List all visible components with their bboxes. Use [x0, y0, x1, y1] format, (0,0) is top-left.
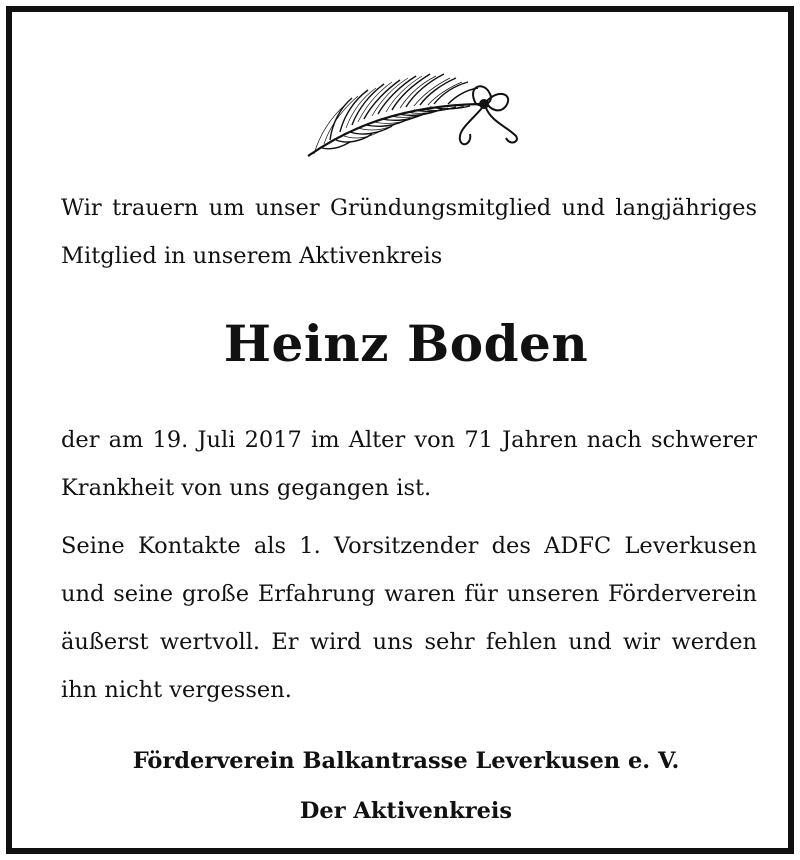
signature-group: Der Aktivenkreis [299, 798, 513, 824]
intro-text: Wir trauern um unser Gründungsmitglied und langjähriges Mitglied in unserem Aktivenkreis [61, 195, 757, 269]
death-notice-text: der am 19. Juli 2017 im Alter von 71 Jahren nach schwerer Krankheit von uns gegangen ist. [61, 427, 757, 501]
deceased-name: Heinz Boden [223, 314, 589, 373]
signature-organization: Förderverein Balkantrasse Leverkusen e. V. [132, 748, 680, 774]
obituary-frame [6, 6, 794, 854]
tribute-text: Seine Kontakte als 1. Vorsitzender des ADFC Leverkusen und seine große Erfahrung waren für unseren Förderverein äußerst wertvoll. Er wird uns sehr fehlen und wir werden ihn nicht vergessen. [61, 533, 757, 703]
palm-branch-with-bow-icon [300, 64, 524, 164]
